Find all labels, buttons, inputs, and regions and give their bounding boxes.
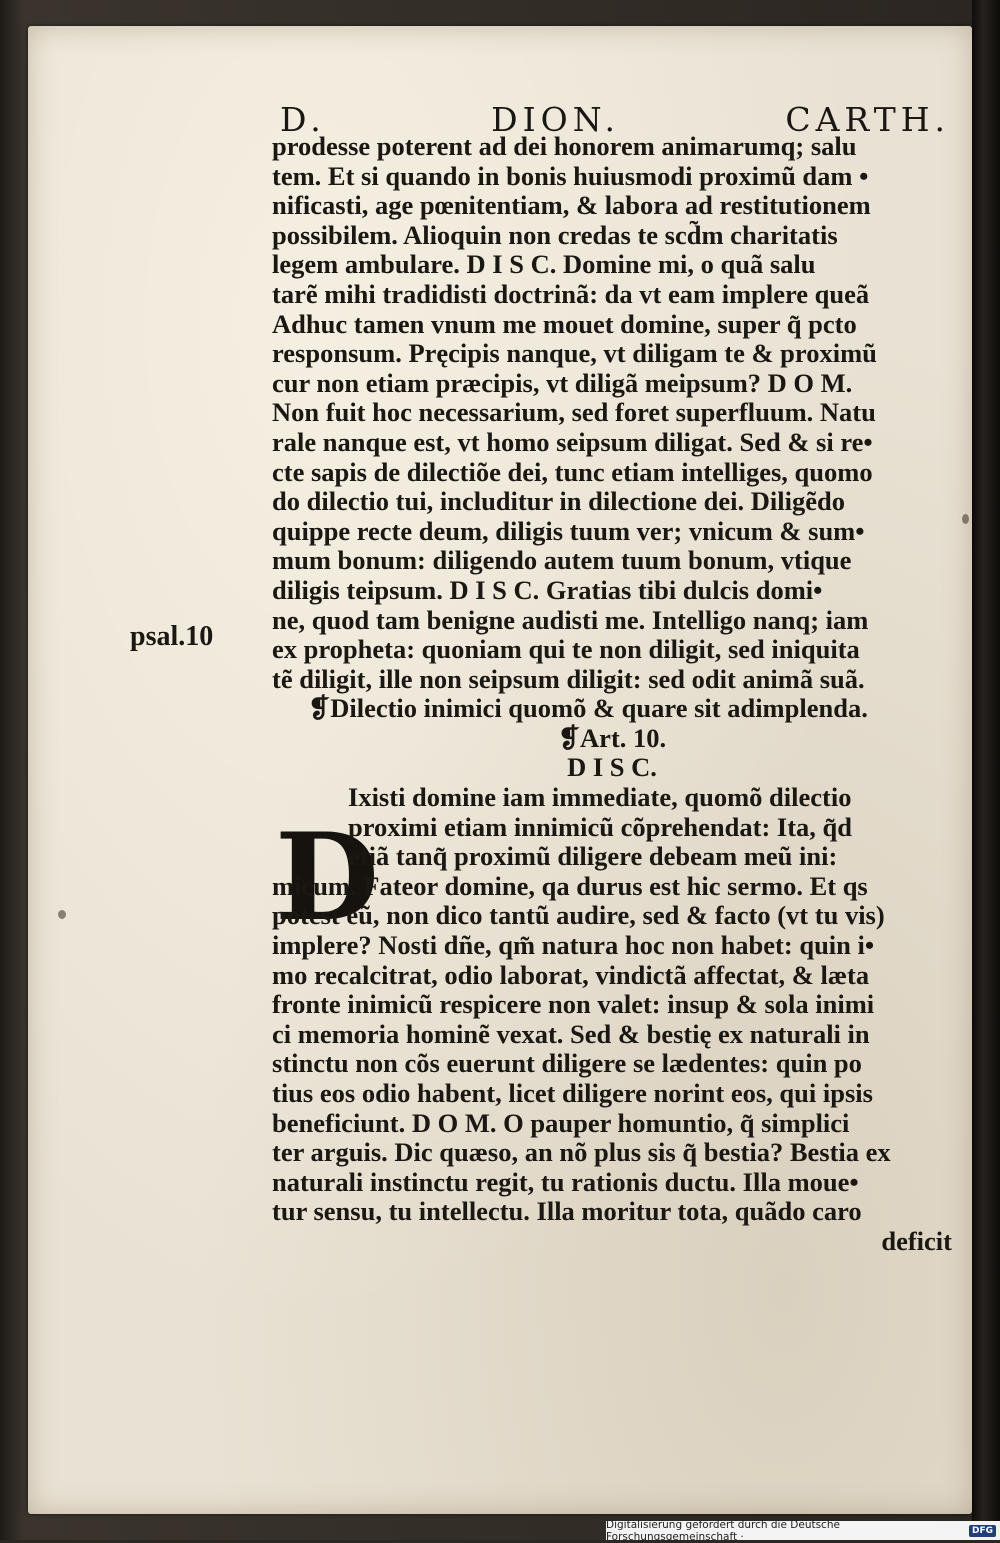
drop-cap: D: [275, 807, 380, 948]
catchword: deficit: [881, 1226, 952, 1256]
running-head-part: D.: [280, 100, 326, 139]
text-line: mo recalcitrat, odio laborat, vindictã affectat, & læta: [272, 960, 870, 990]
ink-smudge: [962, 514, 969, 524]
text-line: tius eos odio habent, licet diligere norint eos, qui ipsis: [272, 1079, 873, 1108]
text-line: micum. Fateor domine, qa durus est hic sermo. Et qs: [272, 871, 868, 901]
text-line: proximi etiam innimicũ cõprehendat: Ita, q̃d: [348, 812, 853, 842]
text-line: cte sapis de dilectiõe dei, tunc etiam intelliges, quomo: [272, 457, 873, 487]
text-line: responsum. Pręcipis nanque, vt diligam te & proximũ: [272, 339, 877, 369]
text-line: ex propheta: quoniam qui te non diligit, sed iniquita: [272, 635, 860, 665]
ink-smudge: [58, 910, 66, 919]
text-line: nificasti, age pœnitentiam, & labora ad restitutionem: [272, 191, 871, 221]
speaker-label: D I S C.: [567, 753, 657, 783]
digitization-footer: [606, 1518, 1000, 1543]
text-line: ci memoria hominẽ vexat. Sed & bestię ex naturali in: [272, 1019, 870, 1049]
text-line: quippe recte deum, diligis tuum ver; vnicum & sum•: [272, 516, 865, 546]
text-line: do dilectio tui, includitur in dilectione dei. Diligẽdo: [272, 487, 845, 517]
book-edge: [972, 0, 1000, 1540]
text-line: possibilem. Alioquin non credas te scd̃m charitatis: [272, 220, 838, 250]
text-line: tur sensu, tu intellectu. Illa moritur tota, quãdo caro: [272, 1197, 862, 1227]
body-text: [272, 132, 952, 1257]
text-line: mum bonum: diligendo autem tuum bonum, vtique: [272, 546, 852, 576]
text-line: diligis teipsum. D I S C. Gratias tibi dulcis domi•: [272, 575, 823, 605]
text-line: cur non etiam præcipis, vt diligã meipsum? D O M.: [272, 368, 853, 398]
text-line: naturali instinctu regit, tu rationis ductu. Illa moue•: [272, 1167, 859, 1197]
text-line: tem. Et si quando in bonis huiusmodi proximũ dam •: [272, 161, 869, 191]
dfg-logo: DFG: [969, 1525, 996, 1537]
text-line: rale nanque est, vt homo seipsum diligat. Sed & si re•: [272, 427, 873, 457]
running-head-part: DION.: [491, 100, 620, 139]
text-line: ter arguis. Dic quæso, an nõ plus sis q̃ bestia? Bestia ex: [272, 1138, 891, 1168]
running-head-part: CARTH.: [785, 100, 950, 139]
text-line: beneficiunt. D O M. O pauper homuntio, q̃ simplici: [272, 1108, 850, 1138]
text-line: Ixisti domine iam immediate, quomõ dilectio: [348, 783, 852, 813]
article-number: ❡Art. 10.: [557, 723, 667, 753]
text-line: Adhuc tamen vnum me mouet domine, super q̃ pcto: [272, 309, 857, 339]
text-line: fronte inimicũ respicere non valet: insup & sola inimi: [272, 990, 875, 1020]
section-heading: ❡Dilectio inimici quomõ & quare sit adimplenda.: [308, 694, 868, 724]
text-line: implere? Nosti dñe, qm̃ natura hoc non habet: quin i•: [272, 931, 875, 961]
footer-text: Digitalisierung gefördert durch die Deutsche Forschungsgemeinschaft ·: [606, 1518, 840, 1543]
text-line: etiã tanq̃ proximũ diligere debeam meũ ini:: [348, 842, 838, 872]
text-line: tarẽ mihi tradidisti doctrinã: da vt eam implere queã: [272, 279, 870, 309]
text-line: prodesse poterent ad dei honorem animarumq; salu: [272, 132, 857, 161]
text-line: potest eũ, non dico tantũ audire, sed & facto (vt tu vis): [272, 901, 885, 931]
text-line: ne, quod tam benigne audisti me. Intelligo nanq; iam: [272, 605, 869, 635]
text-line: stinctu non cõs euerunt diligere se lædentes: quin po: [272, 1049, 862, 1079]
margin-note: psal.10: [130, 621, 214, 652]
text-line: tẽ diligit, ille non seipsum diligit: sed odit animã suã.: [272, 664, 865, 694]
text-line: Non fuit hoc necessarium, sed foret superfluum. Natu: [272, 398, 876, 428]
text-line: legem ambulare. D I S C. Domine mi, o quã salu: [272, 250, 816, 280]
